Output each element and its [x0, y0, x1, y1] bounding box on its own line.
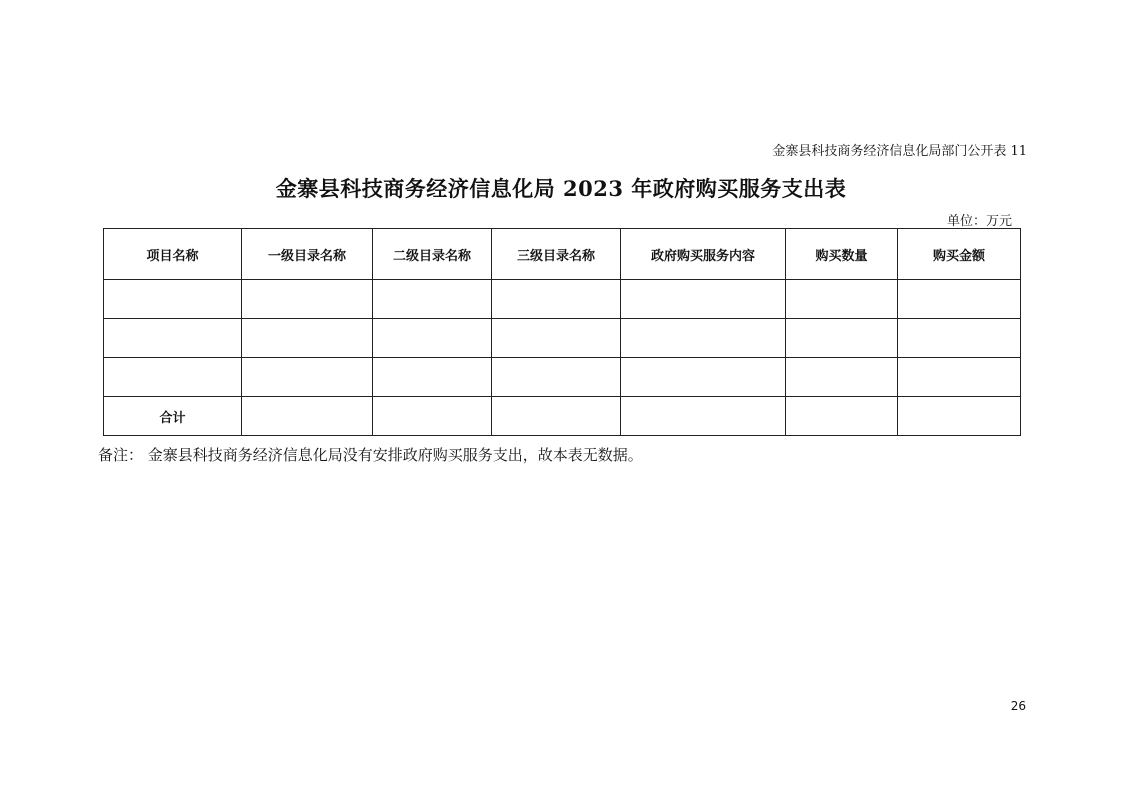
table-cell — [373, 358, 492, 397]
table-row — [104, 358, 1021, 397]
table-cell — [242, 319, 373, 358]
table-cell — [621, 319, 786, 358]
table-cell — [242, 397, 373, 436]
page-title: 金寨县科技商务经济信息化局 2023 年政府购买服务支出表 — [275, 176, 847, 201]
table-header-row — [104, 229, 1021, 280]
table-cell — [492, 319, 621, 358]
header-note: 金寨县科技商务经济信息化局部门公开表 11 — [772, 144, 1027, 159]
data-table — [103, 228, 1021, 436]
table-cell — [786, 319, 898, 358]
table-cell — [104, 319, 242, 358]
table-cell — [786, 280, 898, 319]
column-header-project-name: 项目名称 — [104, 229, 242, 280]
total-label: 合计 — [104, 397, 242, 436]
table-cell — [492, 397, 621, 436]
table-cell — [898, 280, 1021, 319]
table-cell — [786, 358, 898, 397]
table-row — [104, 319, 1021, 358]
column-header-service-content: 政府购买服务内容 — [621, 229, 786, 280]
table-cell — [373, 397, 492, 436]
table-cell — [786, 397, 898, 436]
table-cell — [104, 280, 242, 319]
column-header-level3-catalog: 三级目录名称 — [492, 229, 621, 280]
table-cell — [242, 358, 373, 397]
table-cell — [492, 280, 621, 319]
column-header-level1-catalog: 一级目录名称 — [242, 229, 373, 280]
table-cell — [898, 319, 1021, 358]
table-cell — [242, 280, 373, 319]
table-cell — [492, 358, 621, 397]
table-cell — [621, 280, 786, 319]
table-cell — [898, 397, 1021, 436]
table-cell — [898, 358, 1021, 397]
table-cell — [104, 358, 242, 397]
page-number: 26 — [1010, 699, 1026, 713]
table-cell — [621, 358, 786, 397]
column-header-amount: 购买金额 — [898, 229, 1021, 280]
table-cell — [621, 397, 786, 436]
column-header-quantity: 购买数量 — [786, 229, 898, 280]
table-row — [104, 280, 1021, 319]
unit-label: 单位：万元 — [946, 214, 1012, 229]
table-cell — [373, 319, 492, 358]
table-total-row — [104, 397, 1021, 436]
column-header-level2-catalog: 二级目录名称 — [373, 229, 492, 280]
remark-note: 备注： 金寨县科技商务经济信息化局没有安排政府购买服务支出，故本表无数据。 — [98, 446, 643, 464]
table-cell — [373, 280, 492, 319]
